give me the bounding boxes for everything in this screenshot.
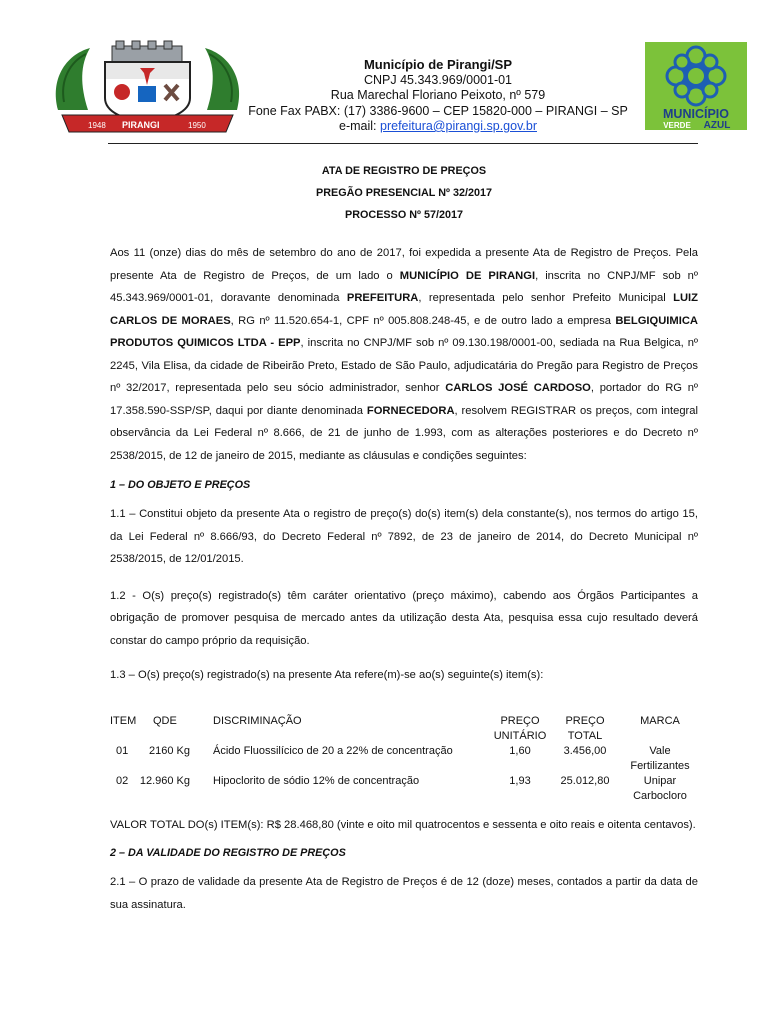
intro-bold-term: BELGIQUIMICA PRODUTOS QUIMICOS LTDA - EPP <box>110 314 698 349</box>
header-unitario: UNITÁRIO <box>493 730 547 742</box>
intro-text: Aos 11 (onze) dias do mês de setembro do ano de 2017, foi expedida a presente Ata de Registro de Preços. Pela presente Ata de Registro de Preços, de um lado o <box>110 247 698 282</box>
header-preco-unitario: PREÇO <box>500 715 540 727</box>
municipal-crest-icon <box>50 40 245 135</box>
row-qde: 12.960 Kg <box>139 775 190 787</box>
intro-text: , RG nº 11.520.654-1, CPF nº 005.808.248-45, e de outro lado a empresa <box>230 314 616 327</box>
intro-text: , resolvem REGISTRAR os preços, com integral observância da Lei Federal nº 8.666, de 21 de junho de 1.993, com as alterações posteriores e do Decreto nº 2538/2015, de 12 de janeiro de 2015, mediante as cláusulas e condições seguintes: <box>110 404 698 462</box>
row-preco-unitario: 1,60 <box>509 745 531 757</box>
crest-year-right: 1950 <box>188 121 206 130</box>
intro-bold-term: FORNECEDORA <box>366 404 455 417</box>
cnpj: CNPJ 45.343.969/0001-01 <box>363 72 513 87</box>
header-discriminacao: DISCRIMINAÇÃO <box>213 715 302 727</box>
row-discriminacao: Hipoclorito de sódio 12% de concentração <box>213 775 420 787</box>
paragraph-1-1: 1.1 – Constitui objeto da presente Ata o registro de preço(s) do(s) item(s) dela constante(s), nos termos do artigo 15, da Lei Federal nº 8.666/93, do Decreto Federal nº 7892, de 23 de janeiro de 2014, do Decreto Municipal nº 2538/2015, de 12/01/2015. <box>110 508 698 565</box>
row-discriminacao: Ácido Fluossilícico de 20 a 22% de concentração <box>213 745 453 757</box>
letterhead <box>0 0 770 145</box>
header-item: ITEM <box>110 715 137 727</box>
header-marca: MARCA <box>640 715 680 727</box>
crest-name: PIRANGI <box>122 120 160 130</box>
table-row <box>110 775 700 790</box>
row-marca: Vale <box>649 745 671 757</box>
header-total: TOTAL <box>567 730 603 742</box>
logo-text-verde: VERDE <box>663 121 691 130</box>
section-1-heading: 1 – DO OBJETO E PREÇOS <box>110 479 251 491</box>
row-item: 01 <box>116 745 129 757</box>
intro-bold-term: CARLOS JOSÉ CARDOSO <box>445 382 591 394</box>
header-qde: QDE <box>153 715 177 727</box>
header-preco-total: PREÇO <box>565 715 605 727</box>
row-preco-unitario: 1,93 <box>509 775 531 787</box>
row-marca-cont: Fertilizantes <box>630 760 690 772</box>
table-row-cont <box>110 760 700 775</box>
section-2-heading: 2 – DA VALIDADE DO REGISTRO DE PREÇOS <box>110 847 346 859</box>
row-preco-total: 3.456,00 <box>563 745 607 757</box>
doc-title: ATA DE REGISTRO DE PREÇOS <box>321 165 487 177</box>
paragraph-1-2: 1.2 - O(s) preço(s) registrado(s) têm caráter orientativo (preço máximo), cabendo aos Órgãos Participantes a obrigação de promover pesquisa de mercado antes da utilização desta Ata, pesquisa essa cujo resultado deverá constar do campo próprio da requisição. <box>110 589 698 647</box>
intro-bold-term: MUNICÍPIO DE PIRANGI <box>399 269 536 282</box>
email-label: e-mail: <box>339 119 380 133</box>
doc-subtitle-processo: PROCESSO Nº 57/2017 <box>345 209 463 221</box>
row-item: 02 <box>116 775 129 787</box>
intro-bold-term: PREFEITURA <box>346 292 419 304</box>
logo-text-1: MUNICÍPIO <box>663 107 729 121</box>
intro-text: , inscrita no CNPJ/MF sob nº 45.343.969/0001-01, doravante denominada <box>110 269 698 304</box>
row-qde: 2160 Kg <box>149 745 190 757</box>
paragraph-2-1: 2.1 – O prazo de validade da presente Ata de Registro de Preços é de 12 (doze) meses, contados a partir da data de sua assinatura. <box>110 876 698 911</box>
crest-year-left: 1948 <box>88 121 106 130</box>
address: Rua Marechal Floriano Peixoto, nº 579 <box>330 88 546 102</box>
email-line <box>238 119 638 135</box>
row-marca-cont: Carbocloro <box>633 790 687 802</box>
row-marca: Unipar <box>643 775 677 787</box>
table-row-cont <box>110 790 700 805</box>
paragraph-1-3: 1.3 – O(s) preço(s) registrado(s) na presente Ata refere(m)-se ao(s) seguinte(s) item(s): <box>110 669 544 681</box>
table-header-row-2 <box>110 730 700 745</box>
phone: Fone Fax PABX: (17) 3386-9600 – CEP 15820-000 – PIRANGI – SP <box>248 103 628 118</box>
intro-text: , inscrita no CNPJ/MF sob nº 09.130.198/0001-00, sediada na Rua Belgica, nº 2245, Vila Elisa, da cidade de Ribeirão Preto, Estado de São Paulo, adjudicatária do Pregão para Registro de Preços nº 32/2017, representada pelo seu sócio administrador, senhor <box>110 337 699 394</box>
row-preco-total: 25.012,80 <box>560 775 610 787</box>
municipality-name: Município de Pirangi/SP <box>363 57 513 72</box>
email-link[interactable]: prefeitura@pirangi.sp.gov.br <box>380 119 537 133</box>
letterhead-text <box>238 57 638 135</box>
document-body-lower <box>110 818 698 916</box>
intro-text: , representada pelo senhor Prefeito Municipal <box>418 292 674 304</box>
document-body <box>110 160 698 687</box>
header-divider <box>108 143 698 144</box>
logo-text-azul: AZUL <box>703 120 731 130</box>
table-header-row <box>110 715 700 730</box>
table-row <box>110 745 700 760</box>
valor-total: VALOR TOTAL DO(s) ITEM(s): R$ 28.468,80 (vinte e oito mil quatrocentos e sessenta e oito reais e oitenta centavos). <box>110 819 696 831</box>
doc-subtitle-pregao: PREGÃO PRESENCIAL Nº 32/2017 <box>316 187 492 199</box>
municipio-verde-azul-logo <box>645 42 747 130</box>
intro-paragraph <box>110 242 698 467</box>
intro-bold-term: LUIZ CARLOS DE MORAES <box>110 292 698 327</box>
intro-text: , portador do RG nº 17.358.590-SSP/SP, daqui por diante denominada <box>110 382 699 417</box>
items-table <box>110 715 700 805</box>
